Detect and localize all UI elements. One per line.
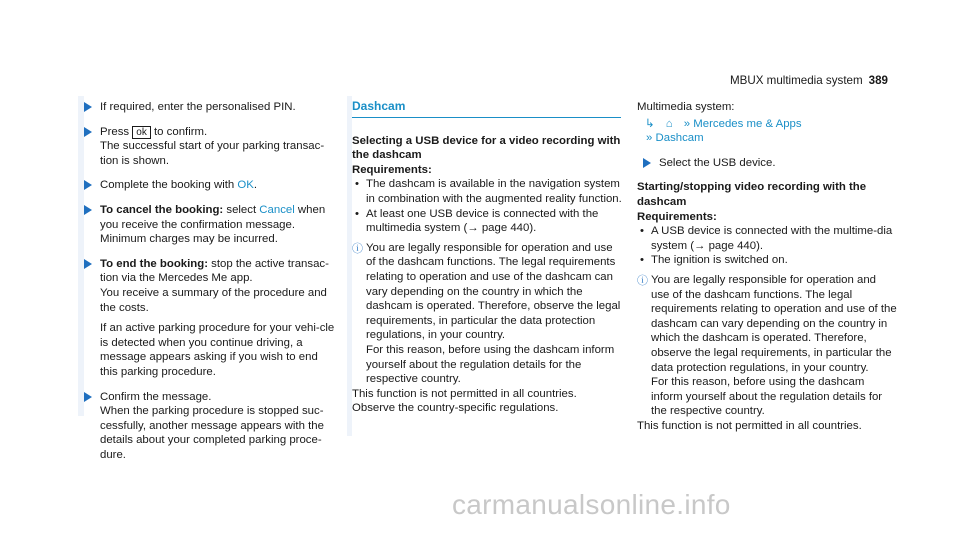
step-bold: To end the booking:: [100, 257, 208, 270]
step-press-ok: [78, 125, 336, 169]
step-text: Select the USB device.: [659, 156, 776, 169]
note-text: For this reason, before using the dashcam inform yourself about the regulation details for the respective country.: [651, 376, 883, 418]
home-icon: ⌂: [665, 117, 673, 130]
list-item: • A USB device is connected with the multime-dia system (→ page 440).: [637, 224, 897, 253]
page-number: 389: [868, 74, 888, 87]
list-item: • The dashcam is available in the navigation system in combination with the augmented reality function.: [352, 177, 622, 206]
watermark: carmanualsonline.info: [452, 489, 731, 520]
note-text: For this reason, before using the dashcam inform yourself about the regulation details for the respective country.: [366, 343, 615, 386]
info-icon: ⓘ: [352, 242, 363, 255]
step-text: You receive a summary of the procedure and the costs.: [100, 286, 327, 314]
step-text: Press: [100, 125, 133, 138]
note-text: You are legally responsible for operation and use of the dashcam functions. The legal requirements relating to operation and use of the dashcam can vary depending on the country in which the dashcam is operated. Therefore, observe the legal requirements, in particular the data protection regulations, in your country.: [366, 241, 621, 342]
step-text: .: [253, 179, 258, 192]
nav-path: [637, 117, 897, 132]
requirements-list: [637, 224, 897, 268]
left-column: [78, 100, 336, 472]
note-block: [637, 273, 897, 419]
footer-text: Observe the country-specific regulations.: [352, 402, 559, 415]
step-arrow-icon: [84, 180, 92, 190]
requirements-list: [352, 177, 622, 235]
nav-item-dashcam: Dashcam: [655, 132, 704, 145]
page-header: [730, 74, 888, 89]
step-text: Complete the booking with: [100, 179, 238, 192]
step-text: to confirm.: [150, 125, 208, 138]
nav-item-mercedes-me-apps: Mercedes me & Apps: [693, 117, 802, 130]
step-text: when you receive the confirmation message. Minimum charges may be incurred.: [100, 203, 326, 246]
step-arrow-icon: [84, 392, 92, 402]
step-text: If required, enter the personalised PIN.: [100, 101, 296, 113]
step-text: The successful start of your parking transac-tion is shown.: [100, 140, 325, 167]
list-item: • At least one USB device is connected with the multimedia system (→ page 440).: [352, 207, 622, 236]
step-bold: To cancel the booking:: [100, 203, 224, 216]
ok-link: OK: [237, 179, 254, 192]
step-text: If an active parking procedure for your vehi-cle is detected when you continue driving, a message appears asking if you wish to end this parking procedure.: [100, 322, 335, 378]
subsection-heading: Selecting a USB device for a video recording with the dashcam: [352, 134, 621, 162]
nav-path-2: [646, 131, 897, 146]
step-arrow-icon: [643, 158, 651, 168]
right-column: [637, 100, 897, 433]
list-item: • The ignition is switched on.: [637, 253, 897, 268]
step-cancel-booking: [78, 203, 336, 247]
step-complete-booking: [78, 178, 336, 193]
ok-key-icon: ok: [132, 126, 151, 139]
step-enter-pin: [78, 100, 336, 115]
chevron-icon: »: [683, 117, 691, 130]
step-select-usb: [637, 156, 897, 171]
step-arrow-icon: [84, 259, 92, 269]
middle-column: [352, 100, 622, 416]
step-confirm-message: [78, 390, 336, 463]
step-text: select: [223, 203, 260, 216]
step-end-booking: [78, 257, 336, 380]
step-arrow-icon: [84, 102, 92, 112]
cancel-link: Cancel: [259, 203, 295, 216]
info-icon: ⓘ: [637, 274, 648, 287]
footer-text: This function is not permitted in all countries.: [637, 419, 862, 432]
requirements-label: Requirements:: [637, 210, 717, 223]
nav-label: Multimedia system:: [637, 101, 735, 113]
subsection-heading: Starting/stopping video recording with the dashcam: [637, 181, 867, 208]
section-title: Dashcam: [352, 99, 621, 118]
step-arrow-icon: [84, 127, 92, 137]
step-arrow-icon: [84, 205, 92, 215]
note-text: You are legally responsible for operation and use of the dashcam functions. The legal requirements relating to operation and use of the dashcam can vary depending on the country in which the dashcam is operated. Therefore, observe the legal requirements, in particular the data protection regulations, in your country.: [651, 273, 897, 374]
step-text: Confirm the message.: [100, 390, 212, 403]
nav-arrow-icon: ↳: [645, 117, 655, 130]
requirements-label: Requirements:: [352, 163, 432, 176]
step-text: When the parking procedure is stopped suc-cessfully, another message appears with the details about your completed parking proce-dure.: [100, 405, 324, 461]
note-block: [352, 241, 622, 387]
step-text: stop the active transac-tion via the Mercedes Me app.: [100, 257, 329, 285]
header-title: MBUX multimedia system: [729, 74, 863, 87]
footer-text: This function is not permitted in all countries.: [352, 387, 577, 400]
chevron-icon: »: [646, 132, 653, 145]
